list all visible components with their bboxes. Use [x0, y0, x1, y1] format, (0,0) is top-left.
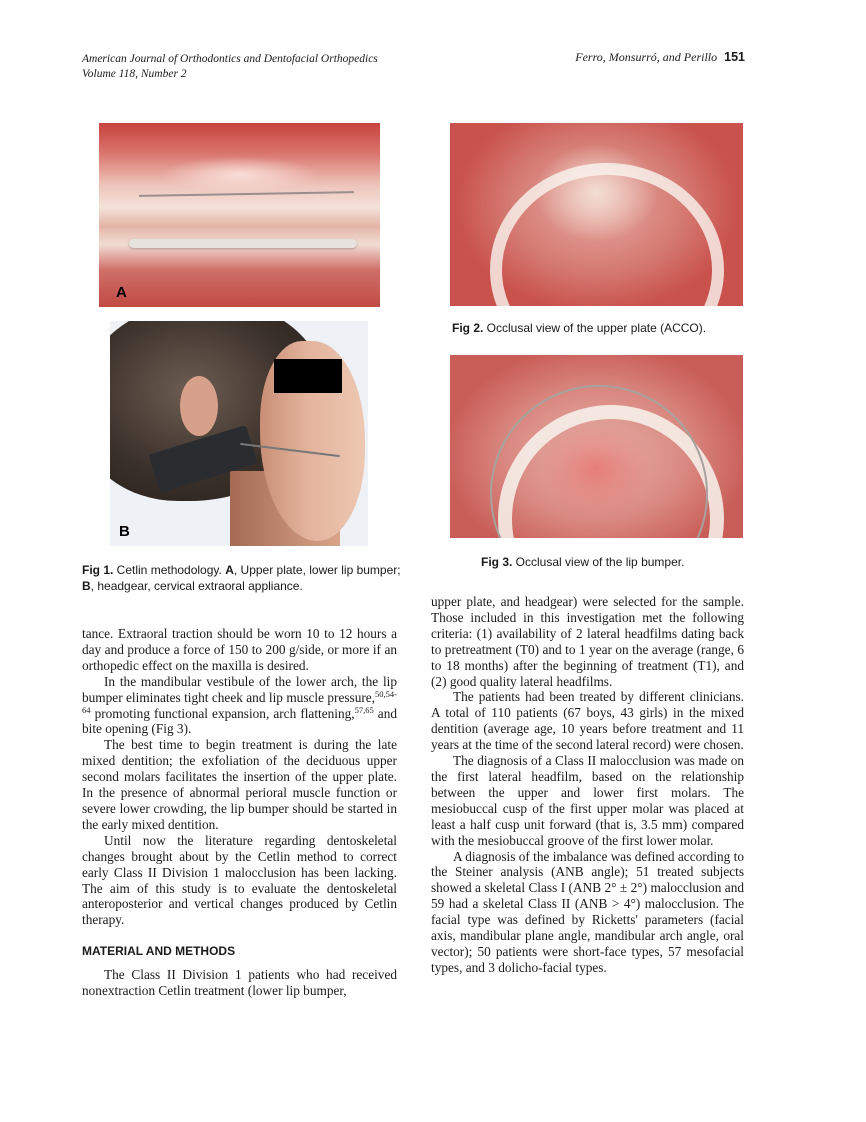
- figure-1-caption-text-3: , headgear, cervical extraoral appliance.: [90, 578, 303, 593]
- paragraph: Until now the literature regarding dentoskeletal changes brought about by the Cetlin method to correct early Class II Division 1 malocclusion has been lacking. The aim of this study is to evaluate the dentoskeletal anteroposterior and vertical changes produced by Cetlin therapy.: [82, 832, 397, 928]
- figure-1-caption-text: Cetlin methodology.: [113, 563, 226, 577]
- upper-plate-wire: [139, 191, 354, 197]
- page-number: 151: [724, 50, 745, 64]
- panel-label-b: B: [119, 523, 130, 540]
- citation: 57,65: [354, 704, 374, 715]
- figure-1a-photo: [99, 123, 380, 307]
- left-text-column: [82, 626, 397, 999]
- paragraph: tance. Extraoral traction should be worn 10 to 12 hours a day and produce a force of 150 to 200 g/side, or more if an orthopedic effect on the maxilla is desired.: [82, 626, 397, 673]
- upper-dental-arch: [490, 163, 724, 306]
- figure-1-number: Fig 1.: [82, 563, 114, 577]
- paragraph: upper plate, and headgear) were selected for the sample. Those included in this investigation met the following criteria: (1) availability of 2 lateral headfilms dating back to pretreatment (T0) and to 1 year on the average (range, 6 to 18 months) after the beginning of treatment (T1), and (2) good quality lateral headfilms.: [431, 594, 744, 689]
- figure-3-photo: [450, 355, 743, 538]
- paragraph: The Class II Division 1 patients who had received nonextraction Cetlin treatment (lower lip bumper,: [82, 967, 397, 999]
- paragraph-text: promoting functional expansion, arch flattening,: [90, 705, 355, 721]
- paragraph: A diagnosis of the imbalance was defined according to the Steiner analysis (ANB angle); 51 treated subjects showed a skeletal Class I (ANB 2° ± 2°) malocclusion and 59 had a skeletal Class II (ANB > 4°) malocclusion. The facial type was defined by Ricketts' parameters (facial axis, mandibular plane angle, mandibular arch angle, oral vector); 50 patients were short-face types, 57 mesofacial types, and 3 dolicho-facial types.: [431, 848, 744, 975]
- author-names: Ferro, Monsurró, and Perillo: [575, 50, 718, 64]
- paragraph-text: and bite opening (Fig 3).: [82, 705, 397, 737]
- journal-title: American Journal of Orthodontics and Dentofacial Orthopedics: [82, 53, 378, 65]
- right-text-column: [431, 594, 744, 976]
- running-header-authors: [575, 50, 745, 65]
- running-header-journal: [82, 52, 378, 82]
- figure-2-caption: [452, 321, 752, 337]
- paragraph: The best time to begin treatment is during the late mixed dentition; the exfoliation of the deciduous upper second molars facilitates the insertion of the upper plate. In the presence of abnormal perioral muscle function or severe lower crowding, the lip bumper should be started in the early mixed dentition.: [82, 737, 397, 832]
- figure-2-number: Fig 2.: [452, 321, 484, 335]
- paragraph: The patients had been treated by different clinicians. A total of 110 patients (67 boys, 43 girls) in the mixed dentition (average age, 10 years before treatment and 11 years at the time of the second lateral record) were chosen.: [431, 689, 744, 753]
- figure-3-caption: [481, 555, 731, 571]
- figure-1b-photo: [110, 321, 368, 546]
- figure-1-caption-b: B: [82, 578, 91, 593]
- lip-bumper: [129, 239, 357, 248]
- figure-3-caption-text: Occlusal view of the lip bumper.: [512, 555, 685, 569]
- journal-volume: Volume 118, Number 2: [82, 68, 187, 80]
- figure-2-caption-text: Occlusal view of the upper plate (ACCO).: [483, 321, 707, 335]
- figure-3-number: Fig 3.: [481, 555, 513, 569]
- lip-bumper-wire: [490, 385, 708, 538]
- figure-1-caption-text-2: , Upper plate, lower lip bumper;: [233, 563, 401, 577]
- paragraph-lip-bumper: [82, 674, 397, 738]
- ear-region: [180, 376, 218, 436]
- paragraph: The diagnosis of a Class II malocclusion was made on the first lateral headfilm, based on the relationship between the upper and lower first molars. The mesiobuccal cusp of the first upper molar was placed at least a half cusp unit forward (that is, 3.5 mm) compared with the mesiobuccal groove of the first lower molar.: [431, 753, 744, 848]
- panel-label-a: A: [116, 284, 127, 301]
- eye-censor-bar: [274, 359, 342, 393]
- figure-2-photo: [450, 123, 743, 306]
- paragraph-text: In the mandibular vestibule of the lower arch, the lip bumper eliminates tight cheek and lip muscle pressure,: [82, 673, 397, 705]
- citation: 50,54-64: [82, 688, 397, 715]
- figure-1-caption: [82, 563, 402, 594]
- figure-1-caption-a: A: [225, 563, 234, 577]
- section-heading: MATERIAL AND METHODS: [82, 944, 236, 959]
